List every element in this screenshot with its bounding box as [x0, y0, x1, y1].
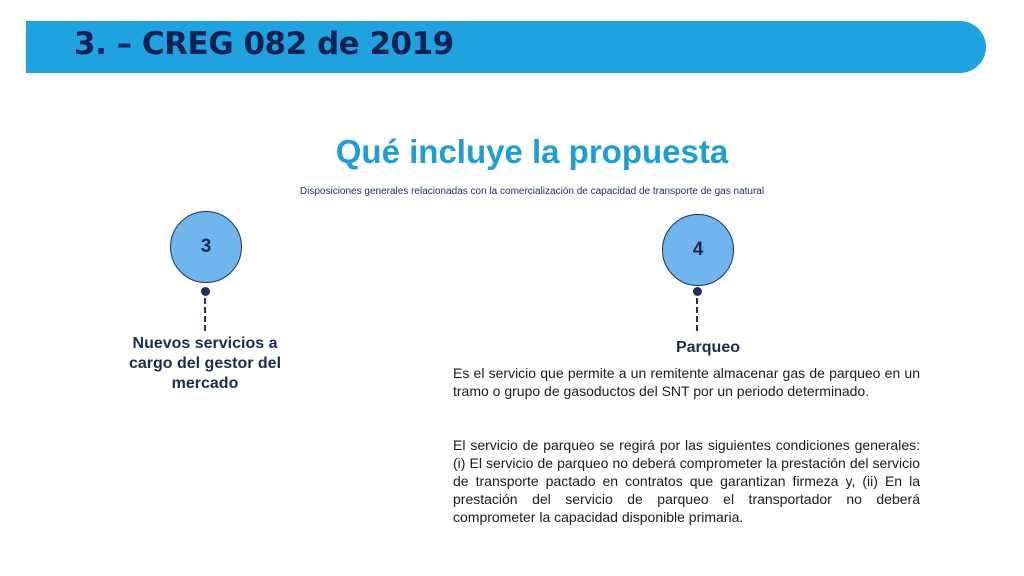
slide-header-title: 3. – CREG 082 de 2019: [74, 26, 454, 62]
header-bar: [26, 21, 986, 73]
subtitle: Disposiciones generales relacionadas con la comercialización de capacidad de transporte de gas natural: [299, 186, 765, 197]
item-4-label: Parqueo: [675, 339, 740, 356]
item-4-connector-dot: [693, 287, 702, 296]
item-3-circle: [170, 211, 242, 283]
item-3-label: Nuevos servicios a cargo del gestor del mercado: [128, 335, 282, 392]
item-3-number: 3: [200, 236, 212, 257]
description-paragraph-2: El servicio de parqueo se regirá por las siguientes condiciones generales: (i) El servicio de parqueo no deberá comprometer la prestación del servicio de transporte pactado en contratos que garantizan firmeza y, (ii) En la prestación del servicio de parqueo el transportador no deberá comprometer la capacidad disponible primaria.: [453, 437, 920, 525]
item-3-connector-dot: [201, 287, 210, 296]
description-paragraph-1: Es el servicio que permite a un remitente almacenar gas de parqueo en un tramo o grupo de gasoductos del SNT por un periodo determinado.: [453, 365, 920, 399]
main-title: Qué incluye la propuesta: [335, 133, 729, 170]
item-4-circle: [662, 214, 734, 286]
item-3-connector-line: [204, 298, 206, 331]
item-4-connector-line: [696, 298, 698, 331]
item-4-number: 4: [692, 239, 704, 260]
